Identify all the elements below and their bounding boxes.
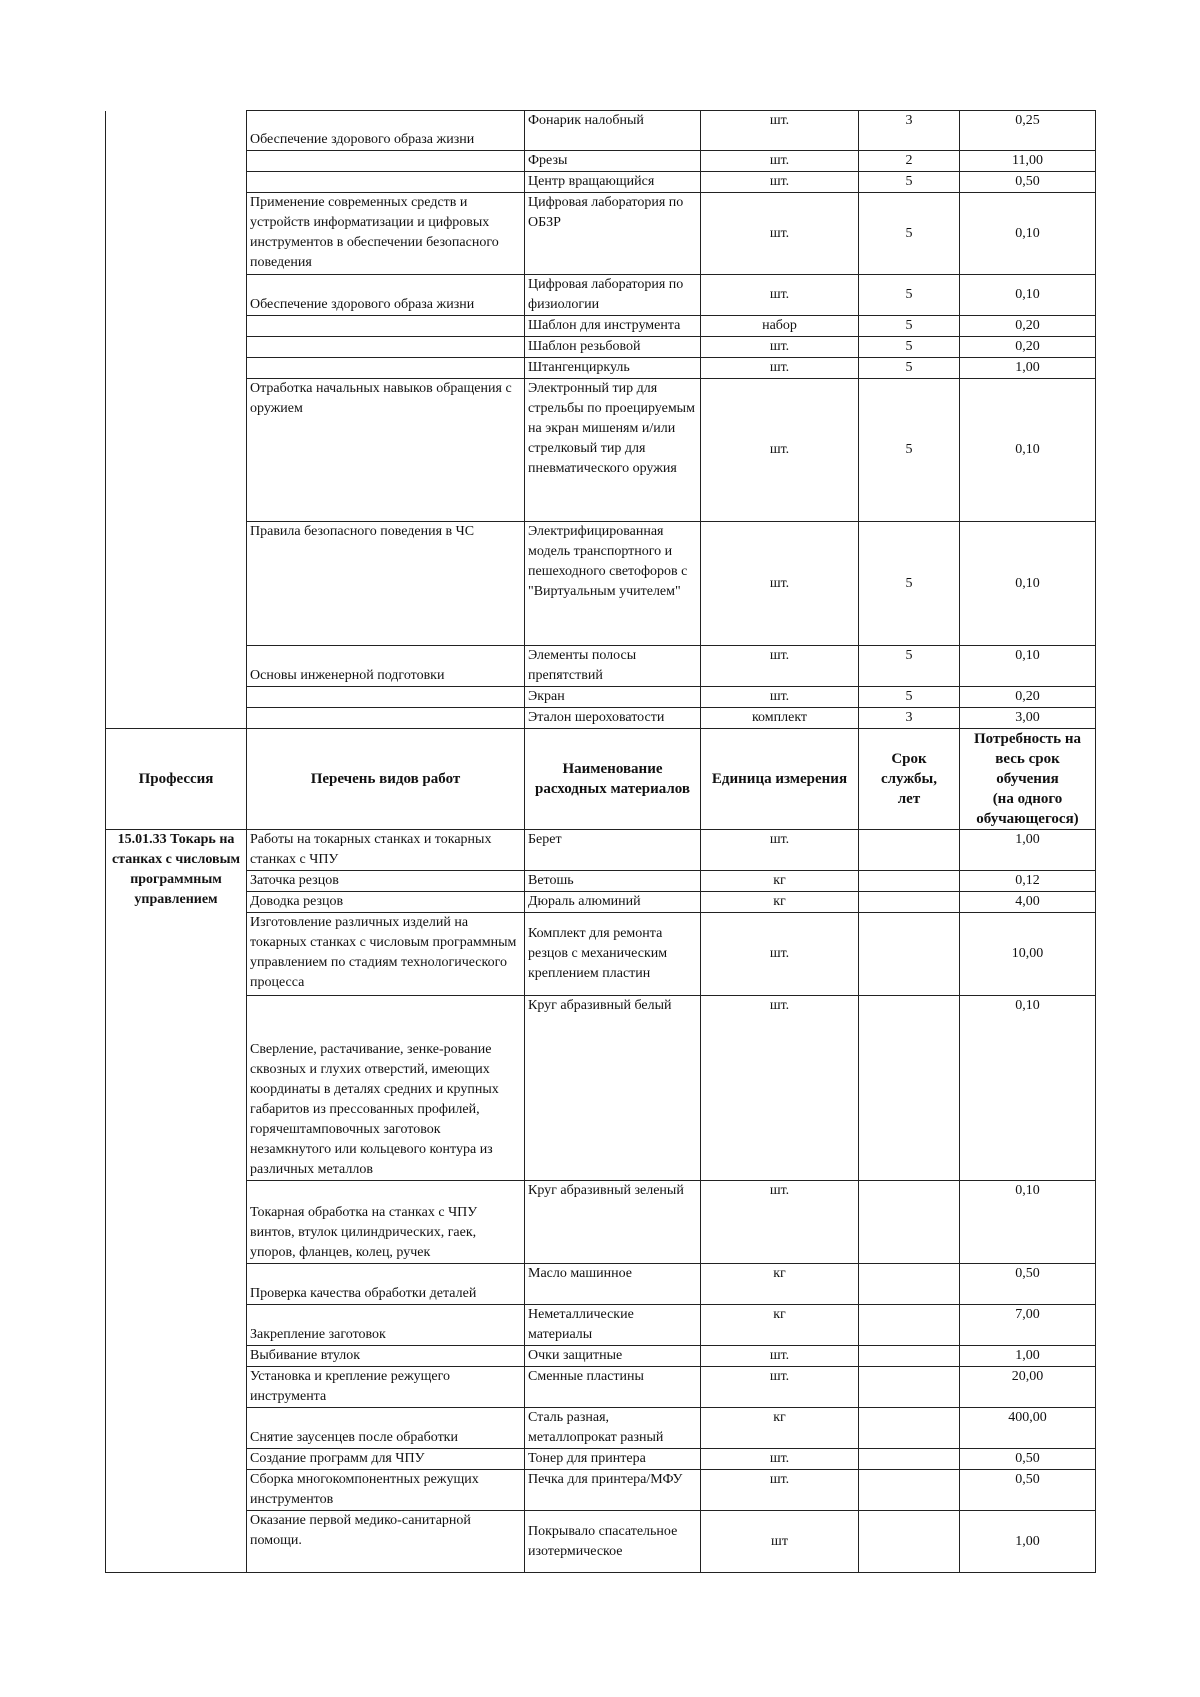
work-cell [247,337,525,358]
work-cell: Проверка качества обработки деталей [247,1264,525,1305]
unit-cell: шт. [701,1367,859,1408]
need-cell: 0,20 [960,316,1096,337]
need-cell: 0,12 [960,871,1096,892]
term-cell: 5 [859,337,960,358]
need-cell: 3,00 [960,708,1096,729]
header-term: Срок службы, лет [859,729,960,830]
table-row [106,646,1096,687]
unit-cell: шт. [701,1470,859,1511]
profession-cell [106,687,247,708]
work-cell: Сверление, растачивание, зенке-рование сквозных и глухих отверстий, имеющих координаты в деталях средних и крупных габаритов из прессованных профилей, горячештамповочных заготовок незамкнутого или кольцевого контура из различных металлов [247,996,525,1181]
need-cell: 11,00 [960,151,1096,172]
unit-cell: шт. [701,646,859,687]
material-cell: Фрезы [525,151,701,172]
unit-cell: комплект [701,708,859,729]
term-cell: 3 [859,708,960,729]
unit-cell: шт. [701,172,859,193]
table-row [106,913,1096,996]
need-cell: 0,10 [960,193,1096,275]
term-cell: 5 [859,379,960,522]
table-row [106,275,1096,316]
need-cell: 20,00 [960,1367,1096,1408]
need-cell: 1,00 [960,1346,1096,1367]
work-cell [247,172,525,193]
unit-cell: шт. [701,1181,859,1264]
need-cell: 0,50 [960,1449,1096,1470]
term-cell [859,1264,960,1305]
profession-cell [106,379,247,522]
header-material: Наименование расходных материалов [525,729,701,830]
header-need: Потребность на весь срок обучения (на одного обучающегося) [960,729,1096,830]
material-cell: Масло машинное [525,1264,701,1305]
material-cell: Ветошь [525,871,701,892]
work-cell: Основы инженерной подготовки [247,646,525,687]
table-row [106,111,1096,151]
need-cell: 0,50 [960,1470,1096,1511]
term-cell [859,1449,960,1470]
profession-cell [106,193,247,275]
table-row [106,1408,1096,1449]
material-cell: Сменные пластины [525,1367,701,1408]
work-cell: Доводка резцов [247,892,525,913]
unit-cell: кг [701,1305,859,1346]
work-cell: Заточка резцов [247,871,525,892]
table-row [106,337,1096,358]
unit-cell: шт. [701,151,859,172]
material-cell: Тонер для принтера [525,1449,701,1470]
material-cell: Электронный тир для стрельбы по проецируемым на экран мишеням и/или стрелковый тир для пневматического оружия [525,379,701,522]
unit-cell: шт. [701,522,859,646]
material-cell: Дюраль алюминий [525,892,701,913]
materials-table [105,110,1096,1573]
work-cell: Правила безопасного поведения в ЧС [247,522,525,646]
need-cell: 0,20 [960,337,1096,358]
material-cell: Комплект для ремонта резцов с механическим креплением пластин [525,913,701,996]
term-cell [859,913,960,996]
unit-cell: шт. [701,996,859,1181]
profession-name: 15.01.33 Токарь на станках с числовым программным управлением [106,830,247,1573]
work-cell: Обеспечение здорового образа жизни [247,275,525,316]
unit-cell: кг [701,1408,859,1449]
work-cell [247,151,525,172]
profession-cell [106,646,247,687]
material-cell: Печка для принтера/МФУ [525,1470,701,1511]
term-cell: 5 [859,646,960,687]
need-cell: 7,00 [960,1305,1096,1346]
need-cell: 1,00 [960,1511,1096,1573]
material-cell: Эталон шероховатости [525,708,701,729]
term-cell [859,1511,960,1573]
unit-cell: шт. [701,193,859,275]
table-row [106,996,1096,1181]
work-cell [247,708,525,729]
term-cell: 3 [859,111,960,151]
table-row [106,830,1096,871]
table-row [106,1181,1096,1264]
material-cell: Электрифицированная модель транспортного и пешеходного светофоров с "Виртуальным учителем" [525,522,701,646]
table-row [106,172,1096,193]
table-row [106,1346,1096,1367]
header-works: Перечень видов работ [247,729,525,830]
work-cell: Применение современных средств и устройств информатизации и цифровых инструментов в обеспечении безопасного поведения [247,193,525,275]
need-cell: 400,00 [960,1408,1096,1449]
table-row [106,1264,1096,1305]
unit-cell: шт. [701,1346,859,1367]
need-cell: 0,10 [960,275,1096,316]
term-cell: 5 [859,275,960,316]
unit-cell: шт [701,1511,859,1573]
material-cell: Покрывало спасательное изотермическое [525,1511,701,1573]
header-unit: Единица измерения [701,729,859,830]
term-cell [859,1470,960,1511]
work-cell: Обеспечение здорового образа жизни [247,111,525,151]
material-cell: Цифровая лаборатория по физиологии [525,275,701,316]
need-cell: 0,10 [960,646,1096,687]
table-row [106,1367,1096,1408]
work-cell: Оказание первой медико-санитарной помощи. [247,1511,525,1573]
table-row [106,316,1096,337]
need-cell: 10,00 [960,913,1096,996]
term-cell [859,1367,960,1408]
need-cell: 0,25 [960,111,1096,151]
work-cell [247,687,525,708]
table-row [106,708,1096,729]
profession-cell [106,522,247,646]
table-row [106,687,1096,708]
term-cell [859,1408,960,1449]
table-row [106,1511,1096,1573]
material-cell: Штангенциркуль [525,358,701,379]
material-cell: Очки защитные [525,1346,701,1367]
table-row [106,1305,1096,1346]
term-cell: 5 [859,172,960,193]
need-cell: 0,10 [960,379,1096,522]
profession-cell [106,172,247,193]
work-cell [247,316,525,337]
material-cell: Круг абразивный белый [525,996,701,1181]
need-cell: 4,00 [960,892,1096,913]
term-cell [859,996,960,1181]
term-cell: 5 [859,358,960,379]
unit-cell: шт. [701,111,859,151]
work-cell: Отработка начальных навыков обращения с оружием [247,379,525,522]
table-row [106,892,1096,913]
table-row [106,379,1096,522]
term-cell [859,1346,960,1367]
profession-cell [106,337,247,358]
material-cell: Элементы полосы препятствий [525,646,701,687]
need-cell: 1,00 [960,830,1096,871]
work-cell: Создание программ для ЧПУ [247,1449,525,1470]
work-cell: Закрепление заготовок [247,1305,525,1346]
need-cell: 0,50 [960,172,1096,193]
term-cell [859,1181,960,1264]
profession-cell [106,316,247,337]
table-row [106,358,1096,379]
material-cell: Неметаллические материалы [525,1305,701,1346]
work-cell: Выбивание втулок [247,1346,525,1367]
profession-cell [106,111,247,151]
work-cell: Снятие заусенцев после обработки [247,1408,525,1449]
term-cell [859,871,960,892]
work-cell: Сборка многокомпонентных режущих инструментов [247,1470,525,1511]
work-cell: Изготовление различных изделий на токарных станках с числовым программным управлением по стадиям технологического процесса [247,913,525,996]
term-cell: 5 [859,687,960,708]
unit-cell: шт. [701,687,859,708]
unit-cell: кг [701,871,859,892]
need-cell: 0,10 [960,1181,1096,1264]
unit-cell: шт. [701,1449,859,1470]
material-cell: Берет [525,830,701,871]
term-cell [859,1305,960,1346]
term-cell: 5 [859,193,960,275]
table-row [106,1470,1096,1511]
work-cell: Работы на токарных станках и токарных станках с ЧПУ [247,830,525,871]
term-cell: 5 [859,522,960,646]
profession-cell [106,708,247,729]
unit-cell: шт. [701,913,859,996]
profession-cell [106,275,247,316]
need-cell: 0,20 [960,687,1096,708]
term-cell [859,830,960,871]
table-row [106,151,1096,172]
unit-cell: кг [701,892,859,913]
need-cell: 0,10 [960,522,1096,646]
unit-cell: шт. [701,275,859,316]
material-cell: Круг абразивный зеленый [525,1181,701,1264]
unit-cell: шт. [701,358,859,379]
unit-cell: шт. [701,379,859,522]
material-cell: Сталь разная, металлопрокат разный [525,1408,701,1449]
table-row [106,871,1096,892]
header-profession: Профессия [106,729,247,830]
material-cell: Экран [525,687,701,708]
work-cell [247,358,525,379]
unit-cell: кг [701,1264,859,1305]
work-cell: Токарная обработка на станках с ЧПУ винтов, втулок цилиндрических, гаек, упоров, фланцев, колец, ручек [247,1181,525,1264]
material-cell: Фонарик налобный [525,111,701,151]
table-row [106,1449,1096,1470]
unit-cell: набор [701,316,859,337]
work-cell: Установка и крепление режущего инструмента [247,1367,525,1408]
material-cell: Шаблон резьбовой [525,337,701,358]
material-cell: Шаблон для инструмента [525,316,701,337]
need-cell: 0,50 [960,1264,1096,1305]
need-cell: 1,00 [960,358,1096,379]
term-cell [859,892,960,913]
material-cell: Центр вращающийся [525,172,701,193]
table-row [106,522,1096,646]
profession-cell [106,151,247,172]
table-row [106,193,1096,275]
term-cell: 2 [859,151,960,172]
profession-cell [106,358,247,379]
term-cell: 5 [859,316,960,337]
table-header-row [106,729,1096,830]
need-cell: 0,10 [960,996,1096,1181]
unit-cell: шт. [701,830,859,871]
material-cell: Цифровая лаборатория по ОБЗР [525,193,701,275]
unit-cell: шт. [701,337,859,358]
